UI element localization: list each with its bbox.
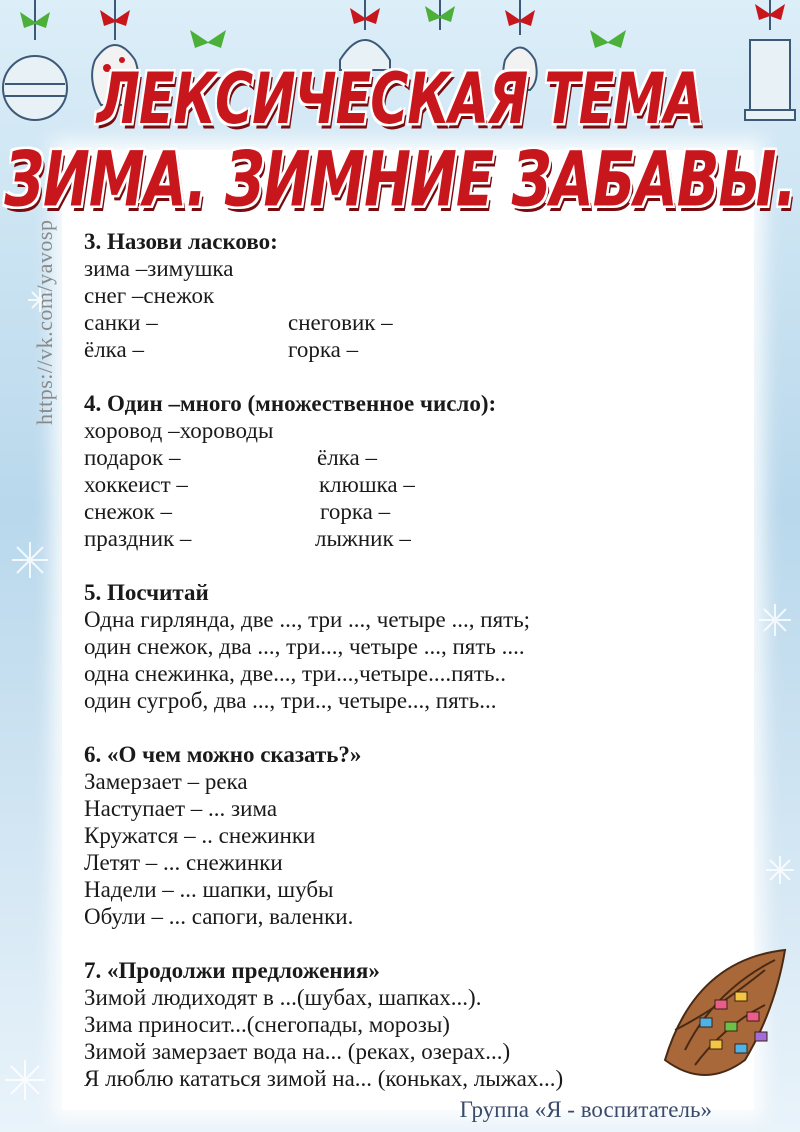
text-line: один снежок, два ..., три..., четыре ..., пять .... [84,634,525,659]
pair-left: ёлка – [84,337,144,362]
text-line: Обули – ... сапоги, валенки. [84,904,354,929]
footer-group-name: Группа «Я - воспитатель» [459,1097,712,1122]
text-line: один сугроб, два ..., три.., четыре..., пять... [84,688,497,713]
pair-left: праздник – [84,526,192,551]
pair-left: хоккеист – [84,472,188,497]
text-line: зима –зимушка [84,256,234,281]
pair-left: подарок – [84,445,181,470]
pair-right: клюшка – [319,472,415,497]
pair-right: снеговик – [288,310,393,335]
text-line: Зима приносит...(снегопады, морозы) [84,1012,450,1037]
text-line: Летят – ... снежинки [84,850,283,875]
pair-right: лыжник – [315,526,411,551]
text-line: хоровод –хороводы [84,418,274,443]
section-7 [84,957,744,1092]
section-heading: 7. «Продолжи предложения» [84,958,380,983]
pine-cone-icon [655,940,795,1100]
text-line: Замерзает – река [84,769,248,794]
pair-line [84,309,744,336]
text-line: Кружатся – .. снежинки [84,823,316,848]
text-line: Одна гирлянда, две ..., три ..., четыре ..., пять; [84,607,531,632]
pair-line [84,336,744,363]
title-line-2: ЗИМА. ЗИМНИЕ ЗАБАВЫ. [4,136,796,225]
pair-line [84,444,744,471]
section-4 [84,390,744,552]
pair-right: горка – [320,499,391,524]
section-heading: 4. Один –много (множественное число): [84,391,497,416]
pair-right: горка – [288,337,359,362]
section-5 [84,579,744,714]
text-line: Я люблю кататься зимой на... (коньках, лыжах...) [84,1066,564,1091]
text-line: снег –снежок [84,283,215,308]
pair-left: санки – [84,310,158,335]
section-6 [84,741,744,930]
content [84,228,744,1119]
pair-line [84,525,744,552]
section-heading: 5. Посчитай [84,580,209,605]
section-heading: 6. «О чем можно сказать?» [84,742,362,767]
pair-left: снежок – [84,499,172,524]
pair-line [84,471,744,498]
text-line: Наступает – ... зима [84,796,278,821]
pair-line [84,498,744,525]
section-3 [84,228,744,363]
text-line: одна снежинка, две..., три...,четыре....пять.. [84,661,507,686]
text-line: Надели – ... шапки, шубы [84,877,334,902]
text-line: Зимой людиходят в ...(шубах, шапках...). [84,985,482,1010]
side-url-watermark: https://vk.com/yavosp [32,219,57,425]
title-line-1: ЛЕКСИЧЕСКАЯ ТЕМА [96,59,704,141]
section-heading: 3. Назови ласково: [84,229,278,254]
pair-right: ёлка – [317,445,377,470]
text-line: Зимой замерзает вода на... (реках, озерах...) [84,1039,511,1064]
